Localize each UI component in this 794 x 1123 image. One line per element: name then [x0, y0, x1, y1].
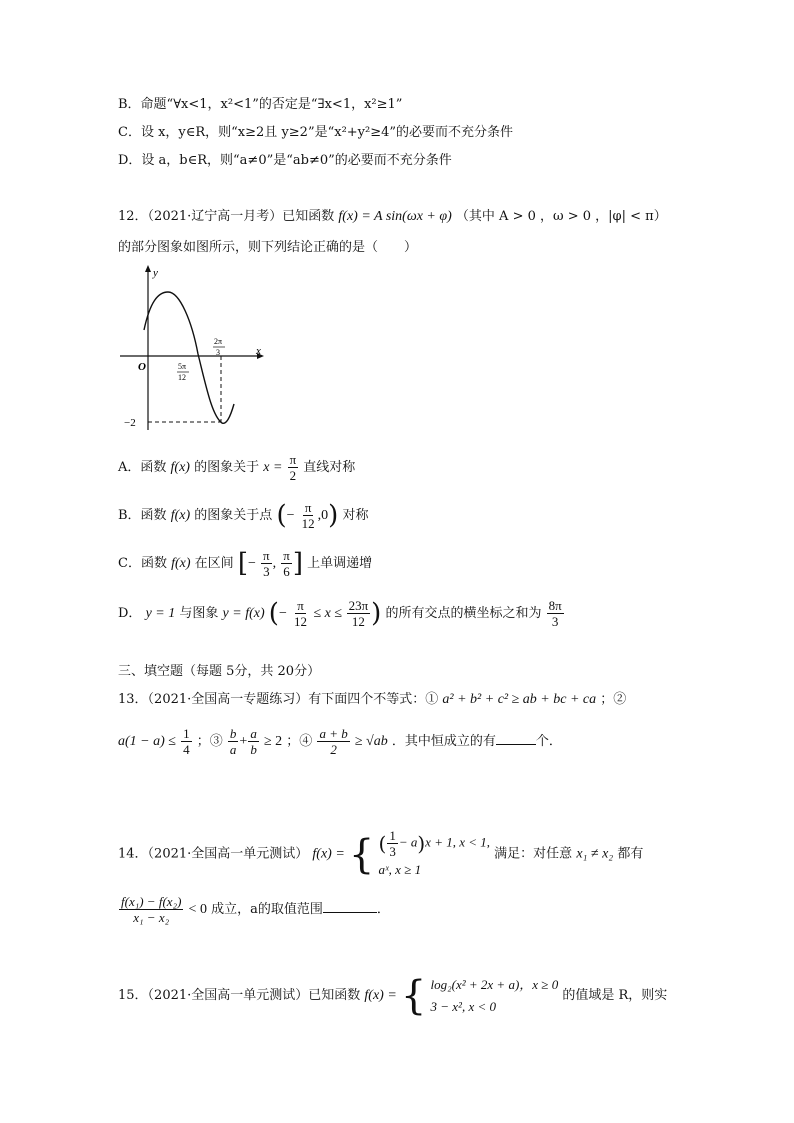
q15-tail: 的值域是 R，则实: [562, 988, 668, 1003]
q13-p3: ；③: [196, 734, 223, 749]
option-b-prev: B．命题“∀x<1，x²<1”的否定是“∃x<1，x²≥1”: [118, 97, 403, 112]
opt-b-mid: 的图象关于点: [194, 508, 273, 523]
q13-line1: [118, 690, 626, 710]
q13-rhs4: ≥ √ab: [354, 734, 388, 749]
q15-stem: 15．（2021·全国高一单元测试）已知函数: [118, 988, 361, 1003]
q13-sep: ；②: [600, 692, 627, 707]
q15-case1: log₂(x² + 2x + a)，x ≥ 0: [430, 977, 559, 992]
q12-graph: [118, 262, 278, 442]
q12-option-d: D． y = 1 与图象 y = f(x) (− $\frac{\pi}{12}$ ≤ x ≤ $\frac{23\pi}{12}$ ) 的所有交点的横坐标之和为 $\frac{8\pi}{3}$: [118, 598, 562, 629]
q15-line1: 15．（2021·全国高一单元测试）已知函数 f(x) = { log₂(x² + 2x + a)，x ≥ 0 3 − x², x < 0 的值域是 R，则实: [118, 973, 668, 1019]
opt-b-post: 对称: [342, 508, 369, 523]
q14-line1: 14．（2021·全国高一单元测试） f(x) = { ( $\frac{1}{3}$ − a)x + 1, x < 1, aˣ, x ≥ 1 满足：对任意 x₁ ≠ x₂ 都有: [118, 828, 643, 881]
opt-a-mid: 的图象关于: [194, 460, 260, 475]
origin-label: O: [138, 361, 146, 373]
q12-stem-source: 12．（2021·辽宁高一月考）已知函数: [118, 209, 335, 224]
y-label: y: [153, 267, 158, 279]
q14-fx: f(x) =: [312, 846, 345, 862]
q12-option-b: B．函数 f(x) 的图象关于点 (− $\frac{\pi}{12}$ ,0) 对称: [118, 500, 369, 531]
q15-fx: f(x) =: [364, 988, 397, 1003]
opt-d-mid: 与图象: [179, 606, 219, 621]
q12-stem: [118, 207, 667, 227]
q14-line2: [118, 892, 390, 928]
q13-frac2: $\frac{1}{4}$: [183, 726, 190, 757]
opt-c-post: 上单调递增: [307, 556, 373, 571]
opt-a-post: 直线对称: [303, 460, 356, 475]
opt-c-pre: C．函数: [118, 556, 167, 571]
section-heading: 三、填空题（每题 5分，共 20分）: [118, 664, 321, 679]
q13-tail-a: ．其中恒成立的有: [391, 734, 496, 749]
q13-ineq1: a² + b² + c² ≥ ab + bc + ca: [442, 692, 597, 707]
opt-d-frac1: $\frac{\pi}{12}$: [293, 598, 307, 629]
q14-cond: 满足：对任意: [494, 846, 573, 862]
q14-lt0: < 0: [188, 902, 207, 917]
q13-p4: ；④: [286, 734, 313, 749]
opt-b-pre: B．函数: [118, 508, 167, 523]
q15-cases: [431, 974, 559, 1018]
q12-stem-2: 的部分图象如图所示，则下列结论正确的是（ ）: [118, 240, 418, 255]
q14-tail-b: ．: [376, 902, 390, 917]
opt-a-eq: x =: [263, 460, 283, 475]
opt-d-yfx: y = f(x): [222, 606, 265, 621]
q13-ineq2: a(1 − a) ≤: [118, 734, 176, 749]
opt-c-mid: 在区间: [194, 556, 234, 571]
q13-tail-b: 个．: [535, 734, 562, 749]
q12-option-c: C．函数 f(x) 在区间 [− $\frac{\pi}{3}$ , $\frac{\pi}{6}$ ] 上单调递增: [118, 548, 373, 579]
q13-stem: 13．（2021·全国高一专题练习）有下面四个不等式：①: [118, 692, 439, 707]
q14-diff-frac: $\frac{\text{f(x₁) − f(x₂)}}{\text{x₁ − x₂}}$: [121, 894, 182, 925]
q14-has: 都有: [617, 846, 644, 862]
q13-line2: a(1 − a) ≤ $\frac{1}{4}$ ；③ $\frac{b}{a}$ + $\frac{a}{b}$ ≥ 2 ；④ $\frac{a + b}{2}$ ≥ √ab ．其中恒成立的有 个．: [118, 726, 562, 757]
opt-d-y1: y = 1: [145, 606, 176, 621]
opt-c-fx: f(x): [171, 556, 191, 571]
tick-5pi12-den: 12: [178, 373, 186, 382]
min-label: −2: [124, 417, 136, 429]
q14-x1x2: x₁ ≠ x₂: [576, 846, 614, 862]
tick-2pi3-den: 3: [216, 348, 220, 357]
tick-2pi3-num: 2π: [214, 337, 223, 346]
q13-frac4: $\frac{a + b}{2}$: [319, 726, 348, 757]
q15-case2: 3 − x², x < 0: [430, 999, 496, 1014]
opt-d-frac2: $\frac{23\pi}{12}$: [348, 598, 369, 629]
opt-c-frac1: $\frac{\pi}{3}$: [263, 548, 270, 579]
q12-option-a: [118, 452, 355, 483]
opt-d-pre: D．: [118, 606, 142, 621]
option-d-prev: D．设 a，b∈R，则“a≠0”是“ab≠0”的必要而不充分条件: [118, 153, 452, 168]
opt-d-post: 的所有交点的横坐标之和为: [385, 606, 542, 621]
opt-a-frac: $\frac{\pi}{2}$: [289, 452, 297, 483]
q14-cases: ( $\frac{1}{3}$ − a)x + 1, x < 1, aˣ, x ≥ 1: [379, 828, 491, 881]
q14-case2: aˣ, x ≥ 1: [378, 862, 422, 877]
q13-ge2: ≥ 2: [263, 734, 283, 749]
q12-conditions: （其中 A > 0 ，ω > 0 ，|φ| < π）: [455, 209, 667, 224]
q14-stem: 14．（2021·全国高一单元测试）: [118, 846, 309, 862]
tick-5pi12-num: 5π: [178, 362, 187, 371]
opt-b-fx: f(x): [170, 508, 191, 523]
opt-b-frac: $\frac{\pi}{12}$: [301, 500, 315, 531]
q13-frac3b: $\frac{a}{b}$: [250, 726, 257, 757]
opt-a-fx: f(x): [170, 460, 190, 475]
q14-frac: $\frac{1}{3}$: [389, 828, 396, 859]
opt-c-frac2: $\frac{\pi}{6}$: [283, 548, 290, 579]
q14-answer-blank[interactable]: [323, 900, 377, 913]
y-axis-arrow-icon: [145, 265, 151, 272]
q13-answer-blank[interactable]: [496, 732, 536, 745]
opt-a-pre: A．函数: [118, 460, 167, 475]
q14-tail-a: 成立，a的取值范围: [211, 902, 323, 917]
x-label: x: [256, 345, 261, 357]
option-c-prev: C．设 x，y∈R，则“x≥2且 y≥2”是“x²+y²≥4”的必要而不充分条件: [118, 125, 514, 140]
opt-d-frac3: $\frac{8\pi}{3}$: [548, 598, 562, 629]
q12-function: f(x) = A sin(ωx + φ): [338, 209, 452, 224]
q13-frac3a: $\frac{b}{a}$: [229, 726, 237, 757]
q14-case1: x + 1, x < 1,: [425, 834, 491, 850]
